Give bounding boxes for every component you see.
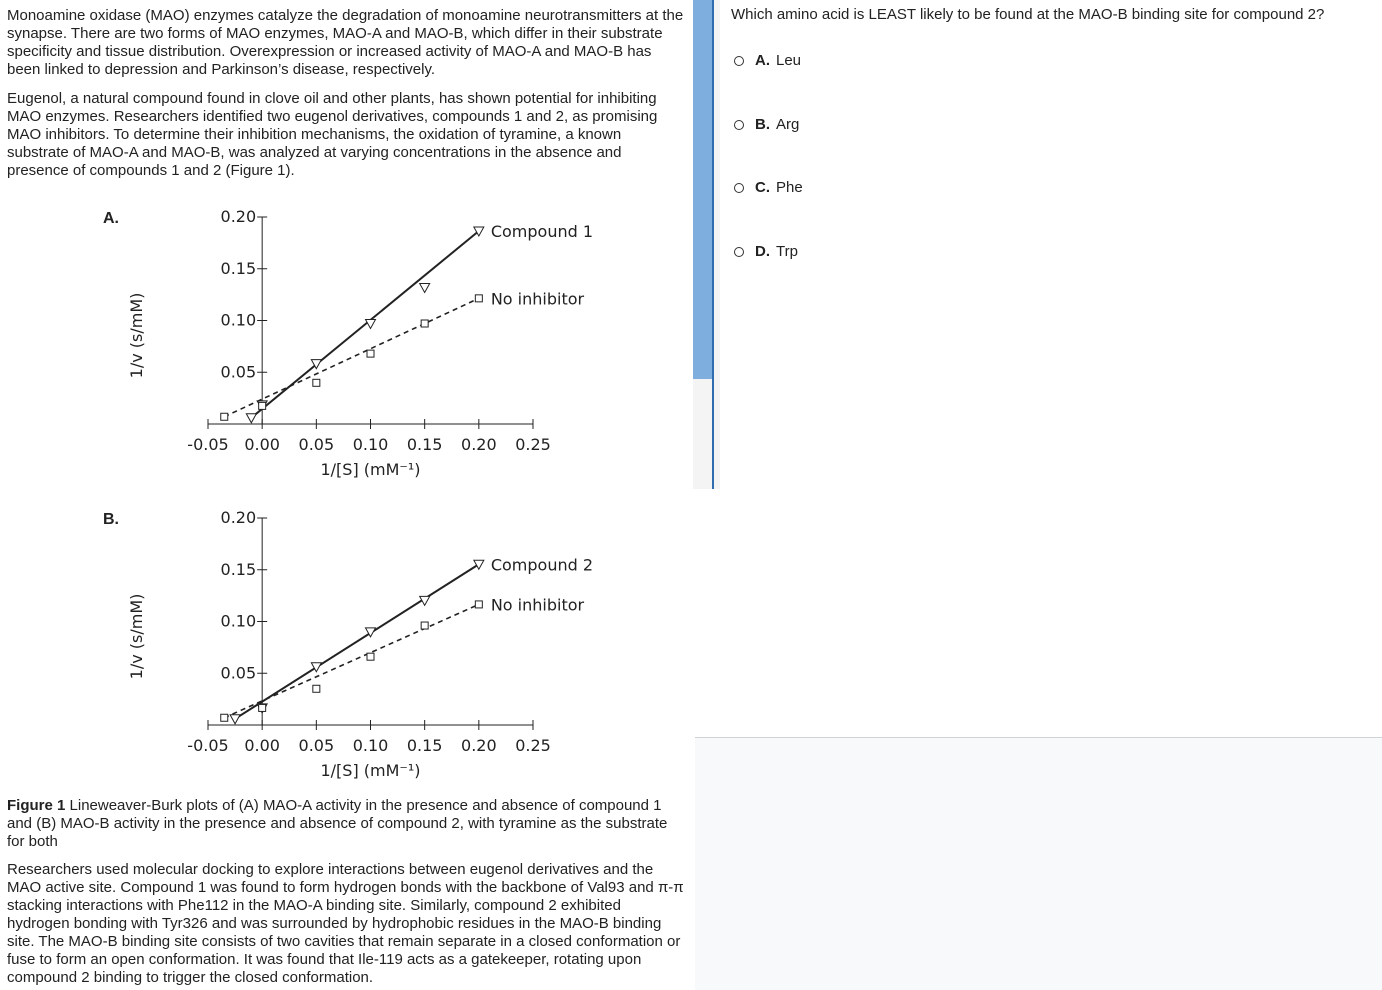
choice-letter: A. — [755, 52, 770, 69]
passage-paragraph-2: Eugenol, a natural compound found in clove oil and other plants, has shown potential for inhibiting MAO enzymes. Researchers identified two eugenol derivatives, compounds 1 and 2, as promising MAO inhibitors. To determine their inhibition mechanisms, the oxidation of tyramine, a known substrate of MAO-A and MAO-B, was analyzed at varying concentrations in the absence and presence of compounds 1 and 2 (Figure 1). — [7, 90, 658, 179]
chart-b-svg — [95, 496, 605, 786]
square-marker — [475, 295, 482, 302]
radio-icon[interactable] — [734, 56, 744, 66]
passage-paragraph-1: Monoamine oxidase (MAO) enzymes catalyze the degradation of monoamine neurotransmitters at the synapse. There are two forms of MAO enzymes, MAO-A and MAO-B, which differ in their substrate specificity and tissue distribution. Overexpression or increased activity of MAO-A and MAO-B has been linked to depression and Parkinson’s disease, respectively. — [7, 7, 684, 78]
panel-letter: B. — [103, 511, 119, 528]
square-marker — [221, 413, 228, 420]
y-tick-label: 0.20 — [220, 508, 257, 527]
legend-label-1: Compound 2 — [490, 555, 594, 575]
passage-paragraph-3: Researchers used molecular docking to explore interactions between eugenol derivatives and the MAO active site. Compound 1 was found to form hydrogen bonds with the backbone of Val93 and π-π stacking interactions with Phe112 in the MAO-A binding site. Similarly, compound 2 exhibited hydrogen bonding with Tyr326 and was surrounded by hydrophobic residues in the MAO-B binding site. The MAO-B binding site consists of two cavities that remain separate in a closed conformation or fuse to form an open conformation. It was found that Ile-119 acts as a gatekeeper, rotating upon compound 2 binding to trigger the closed conformation. — [7, 861, 684, 986]
choice-text: Phe — [776, 179, 803, 196]
figure-panel-a — [95, 195, 605, 485]
triangle-marker — [420, 283, 430, 292]
square-marker — [313, 379, 320, 386]
y-tick-label: 0.10 — [220, 611, 257, 631]
choice-c[interactable] — [731, 179, 803, 196]
square-marker — [421, 320, 428, 327]
square-marker — [313, 685, 320, 692]
triangle-marker — [474, 560, 484, 569]
x-tick-label: 0.05 — [298, 435, 335, 454]
choice-letter: C. — [755, 179, 770, 196]
square-marker — [259, 402, 266, 409]
x-tick-label: 0.25 — [515, 435, 551, 454]
radio-icon[interactable] — [734, 120, 744, 130]
square-marker — [259, 704, 266, 711]
square-marker — [421, 622, 428, 629]
x-tick-label: 0.15 — [406, 435, 443, 454]
square-marker — [367, 653, 374, 660]
x-tick-label: 0.25 — [515, 736, 551, 755]
x-tick-label: -0.05 — [187, 736, 229, 755]
x-tick-label: 0.00 — [244, 736, 280, 755]
figure-panel-b — [95, 496, 605, 786]
triangle-marker — [230, 715, 240, 724]
legend-label-2: No inhibitor — [490, 289, 585, 309]
choice-text: Trp — [776, 243, 798, 260]
square-marker — [367, 350, 374, 357]
choice-text: Arg — [776, 116, 800, 133]
choice-d[interactable] — [731, 243, 798, 260]
legend-label-2: No inhibitor — [490, 595, 585, 615]
radio-icon[interactable] — [734, 183, 744, 193]
y-tick-label: 0.05 — [220, 663, 257, 683]
y-axis-label: 1/v (s/mM) — [127, 593, 146, 680]
x-tick-label: 0.20 — [461, 736, 497, 755]
question-text: Which amino acid is LEAST likely to be found at the MAO-B binding site for compound 2? — [731, 6, 1325, 23]
legend-label-1: Compound 1 — [490, 221, 594, 241]
blank-panel — [695, 737, 1382, 990]
x-tick-label: 0.00 — [244, 435, 280, 454]
y-tick-label: 0.15 — [220, 258, 257, 278]
scrollbar-thumb[interactable] — [693, 0, 712, 379]
x-tick-label: 0.05 — [298, 736, 335, 755]
y-axis-label: 1/v (s/mM) — [127, 292, 146, 379]
y-tick-label: 0.15 — [220, 559, 257, 579]
scrollbar-rail — [712, 0, 714, 489]
y-tick-label: 0.20 — [220, 207, 257, 226]
square-marker — [221, 714, 228, 721]
x-axis-label: 1/[S] (mM⁻¹) — [320, 761, 421, 780]
x-tick-label: 0.10 — [352, 435, 389, 454]
x-tick-label: 0.10 — [352, 736, 389, 755]
caption-label: Figure 1 — [7, 797, 66, 814]
chart-a-svg — [95, 195, 605, 485]
x-tick-label: -0.05 — [187, 435, 229, 454]
panel-letter: A. — [103, 210, 119, 227]
caption-text: Lineweaver-Burk plots of (A) MAO-A activity in the presence and absence of compound 1 and (B) MAO-B activity in the presence and absence of compound 2, with tyramine as the substrate for both — [7, 797, 668, 850]
figure-caption — [7, 797, 687, 851]
square-marker — [475, 601, 482, 608]
x-tick-label: 0.20 — [461, 435, 497, 454]
series-line-1 — [235, 564, 479, 719]
choice-letter: B. — [755, 116, 770, 133]
choice-letter: D. — [755, 243, 770, 260]
y-tick-label: 0.05 — [220, 362, 257, 382]
y-tick-label: 0.10 — [220, 310, 257, 330]
choice-b[interactable] — [731, 116, 799, 133]
radio-icon[interactable] — [734, 247, 744, 257]
x-axis-label: 1/[S] (mM⁻¹) — [320, 460, 421, 479]
choice-a[interactable] — [731, 52, 801, 69]
choice-text: Leu — [776, 52, 802, 69]
x-tick-label: 0.15 — [406, 736, 443, 755]
series-line-1 — [251, 231, 479, 418]
passage-scrollbar[interactable] — [693, 0, 720, 489]
triangle-marker — [246, 414, 256, 423]
